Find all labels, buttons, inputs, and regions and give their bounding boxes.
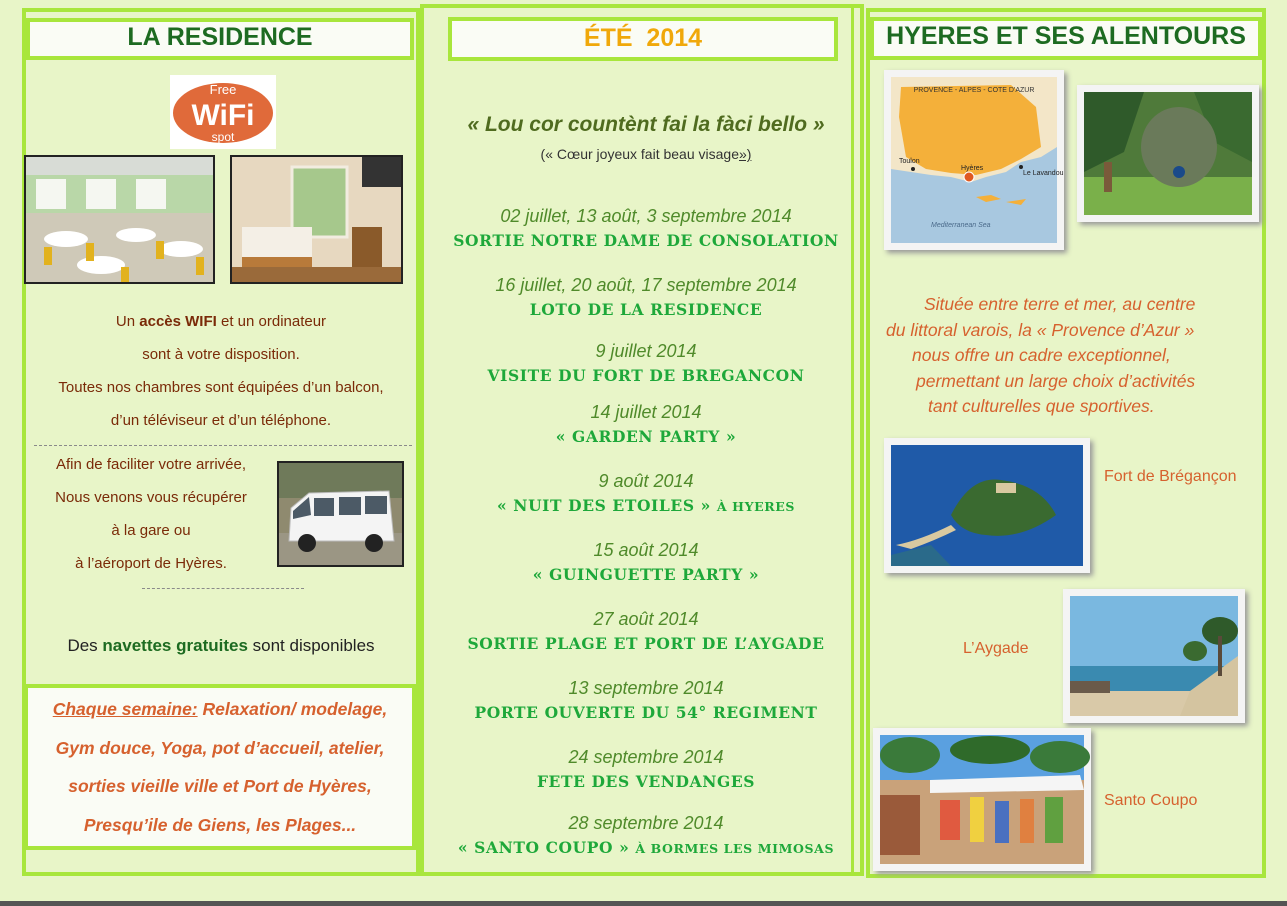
shuttle-van-photo xyxy=(277,461,404,567)
event-date: 9 août 2014 xyxy=(598,471,694,491)
arrival-line-4: à l’aéroport de Hyères. xyxy=(75,555,227,572)
fort-photo xyxy=(891,445,1083,566)
event-date: 24 septembre 2014 xyxy=(568,747,724,767)
left-title-text: LA RESIDENCE xyxy=(127,23,313,51)
hyeres-map-frame xyxy=(884,70,1064,250)
event-date: 16 juillet, 20 août, 17 septembre 2014 xyxy=(495,275,797,295)
bedroom-photo xyxy=(230,155,403,284)
map-hyeres: Hyères xyxy=(961,165,984,172)
wifi-bottom: spot xyxy=(211,130,235,144)
map-lavandou: Le Lavandou xyxy=(1023,170,1064,177)
region-description xyxy=(874,292,1264,420)
event-name: « SANTO COUPO » À BORMES LES MIMOSAS xyxy=(457,838,835,857)
peacock-photo xyxy=(1084,92,1252,215)
wifi-logo xyxy=(170,75,276,149)
wifi-top: Free xyxy=(209,82,237,97)
info-line-4: d’un téléviseur et d’un téléphone. xyxy=(110,412,332,429)
place-label-aygade: L’Aygade xyxy=(963,640,1029,657)
event-date: 13 septembre 2014 xyxy=(568,678,724,698)
description-line-1: Située entre terre et mer, au centre xyxy=(924,294,1196,314)
event-name: SORTIE NOTRE DAME DE CONSOLATION xyxy=(453,231,839,250)
market-photo xyxy=(880,735,1084,864)
aygade-photo xyxy=(1070,596,1238,716)
market-photo-frame xyxy=(873,728,1091,871)
description-line-5: tant culturelles que sportives. xyxy=(928,396,1155,416)
middle-title-text: ÉTÉ 2014 xyxy=(583,24,703,52)
info-line-2: sont à votre disposition. xyxy=(142,346,300,363)
hyeres-map xyxy=(891,77,1064,243)
description-line-4: permettant un large choix d’activités xyxy=(916,370,1196,391)
event-name: LOTO DE LA RESIDENCE xyxy=(529,300,763,319)
event-date: 27 août 2014 xyxy=(593,609,699,629)
event-name: SORTIE PLAGE ET PORT DE L’AYGADE xyxy=(467,634,825,653)
event-date: 9 juillet 2014 xyxy=(595,341,697,361)
motto: « Lou cor countènt fai la fàci bello » xyxy=(467,113,825,136)
event-name: VISITE DU FORT DE BREGANCON xyxy=(487,366,805,385)
peacock-photo-frame xyxy=(1077,85,1259,222)
place-label-santo-coupo: Santo Coupo xyxy=(1104,792,1198,809)
event-date: 28 septembre 2014 xyxy=(568,813,724,833)
weekly-label: Chaque semaine: xyxy=(52,699,198,719)
info-line-1: Un accès WIFI et un ordinateur xyxy=(115,313,327,330)
arrival-line-3: à la gare ou xyxy=(111,522,191,539)
map-sea: Mediterranean Sea xyxy=(931,222,991,229)
weekly-line-1: Chaque semaine: Relaxation/ modelage, xyxy=(52,699,388,719)
event-name: « GARDEN PARTY » xyxy=(555,427,737,446)
bottom-edge xyxy=(0,901,1287,906)
weekly-line-4: Presqu’ile de Giens, les Plages... xyxy=(83,814,357,835)
aygade-photo-frame xyxy=(1063,589,1245,723)
motto-translation: (« Cœur joyeux fait beau visage») xyxy=(540,146,752,162)
weekly-line-2: Gym douce, Yoga, pot d’accueil, atelier, xyxy=(55,737,385,758)
fort-photo-frame xyxy=(884,438,1090,573)
dining-room-photo xyxy=(24,155,215,284)
right-title-text: HYERES ET SES ALENTOURS xyxy=(886,22,1246,50)
middle-title xyxy=(448,17,838,61)
residence-info xyxy=(26,305,416,437)
map-region: PROVENCE - ALPES - COTE D'AZUR xyxy=(913,87,1035,94)
description-line-3: nous offre un cadre exceptionnel, xyxy=(912,345,1171,365)
info-line-3: Toutes nos chambres sont équipées d’un balcon, xyxy=(58,379,384,396)
right-title xyxy=(870,17,1262,60)
left-title xyxy=(26,18,414,60)
divider-2 xyxy=(142,588,304,589)
event-date: 15 août 2014 xyxy=(593,540,699,560)
wifi-main: WiFi xyxy=(191,99,255,132)
arrival-info xyxy=(28,448,274,580)
place-label-fort: Fort de Brégançon xyxy=(1104,468,1237,485)
event-name: « GUINGUETTE PARTY » xyxy=(532,565,760,584)
weekly-activities-box xyxy=(24,684,416,850)
weekly-line-3: sorties vieille ville et Port de Hyères, xyxy=(68,776,372,796)
shuttle-note: Des navettes gratuites sont disponibles xyxy=(67,636,375,655)
event-name: PORTE OUVERTE DU 54° REGIMENT xyxy=(474,703,818,722)
event-date: 14 juillet 2014 xyxy=(590,402,702,422)
arrival-line-2: Nous venons vous récupérer xyxy=(55,489,247,506)
event-name: FETE DES VENDANGES xyxy=(536,772,756,791)
event-date: 02 juillet, 13 août, 3 septembre 2014 xyxy=(500,206,792,226)
description-line-2: du littoral varois, la « Provence d’Azur » xyxy=(886,319,1195,340)
arrival-line-1: Afin de faciliter votre arrivée, xyxy=(55,456,247,473)
event-name: « NUIT DES ETOILES » À HYERES xyxy=(497,496,795,515)
divider-1 xyxy=(34,445,412,446)
map-toulon: Toulon xyxy=(899,158,920,165)
